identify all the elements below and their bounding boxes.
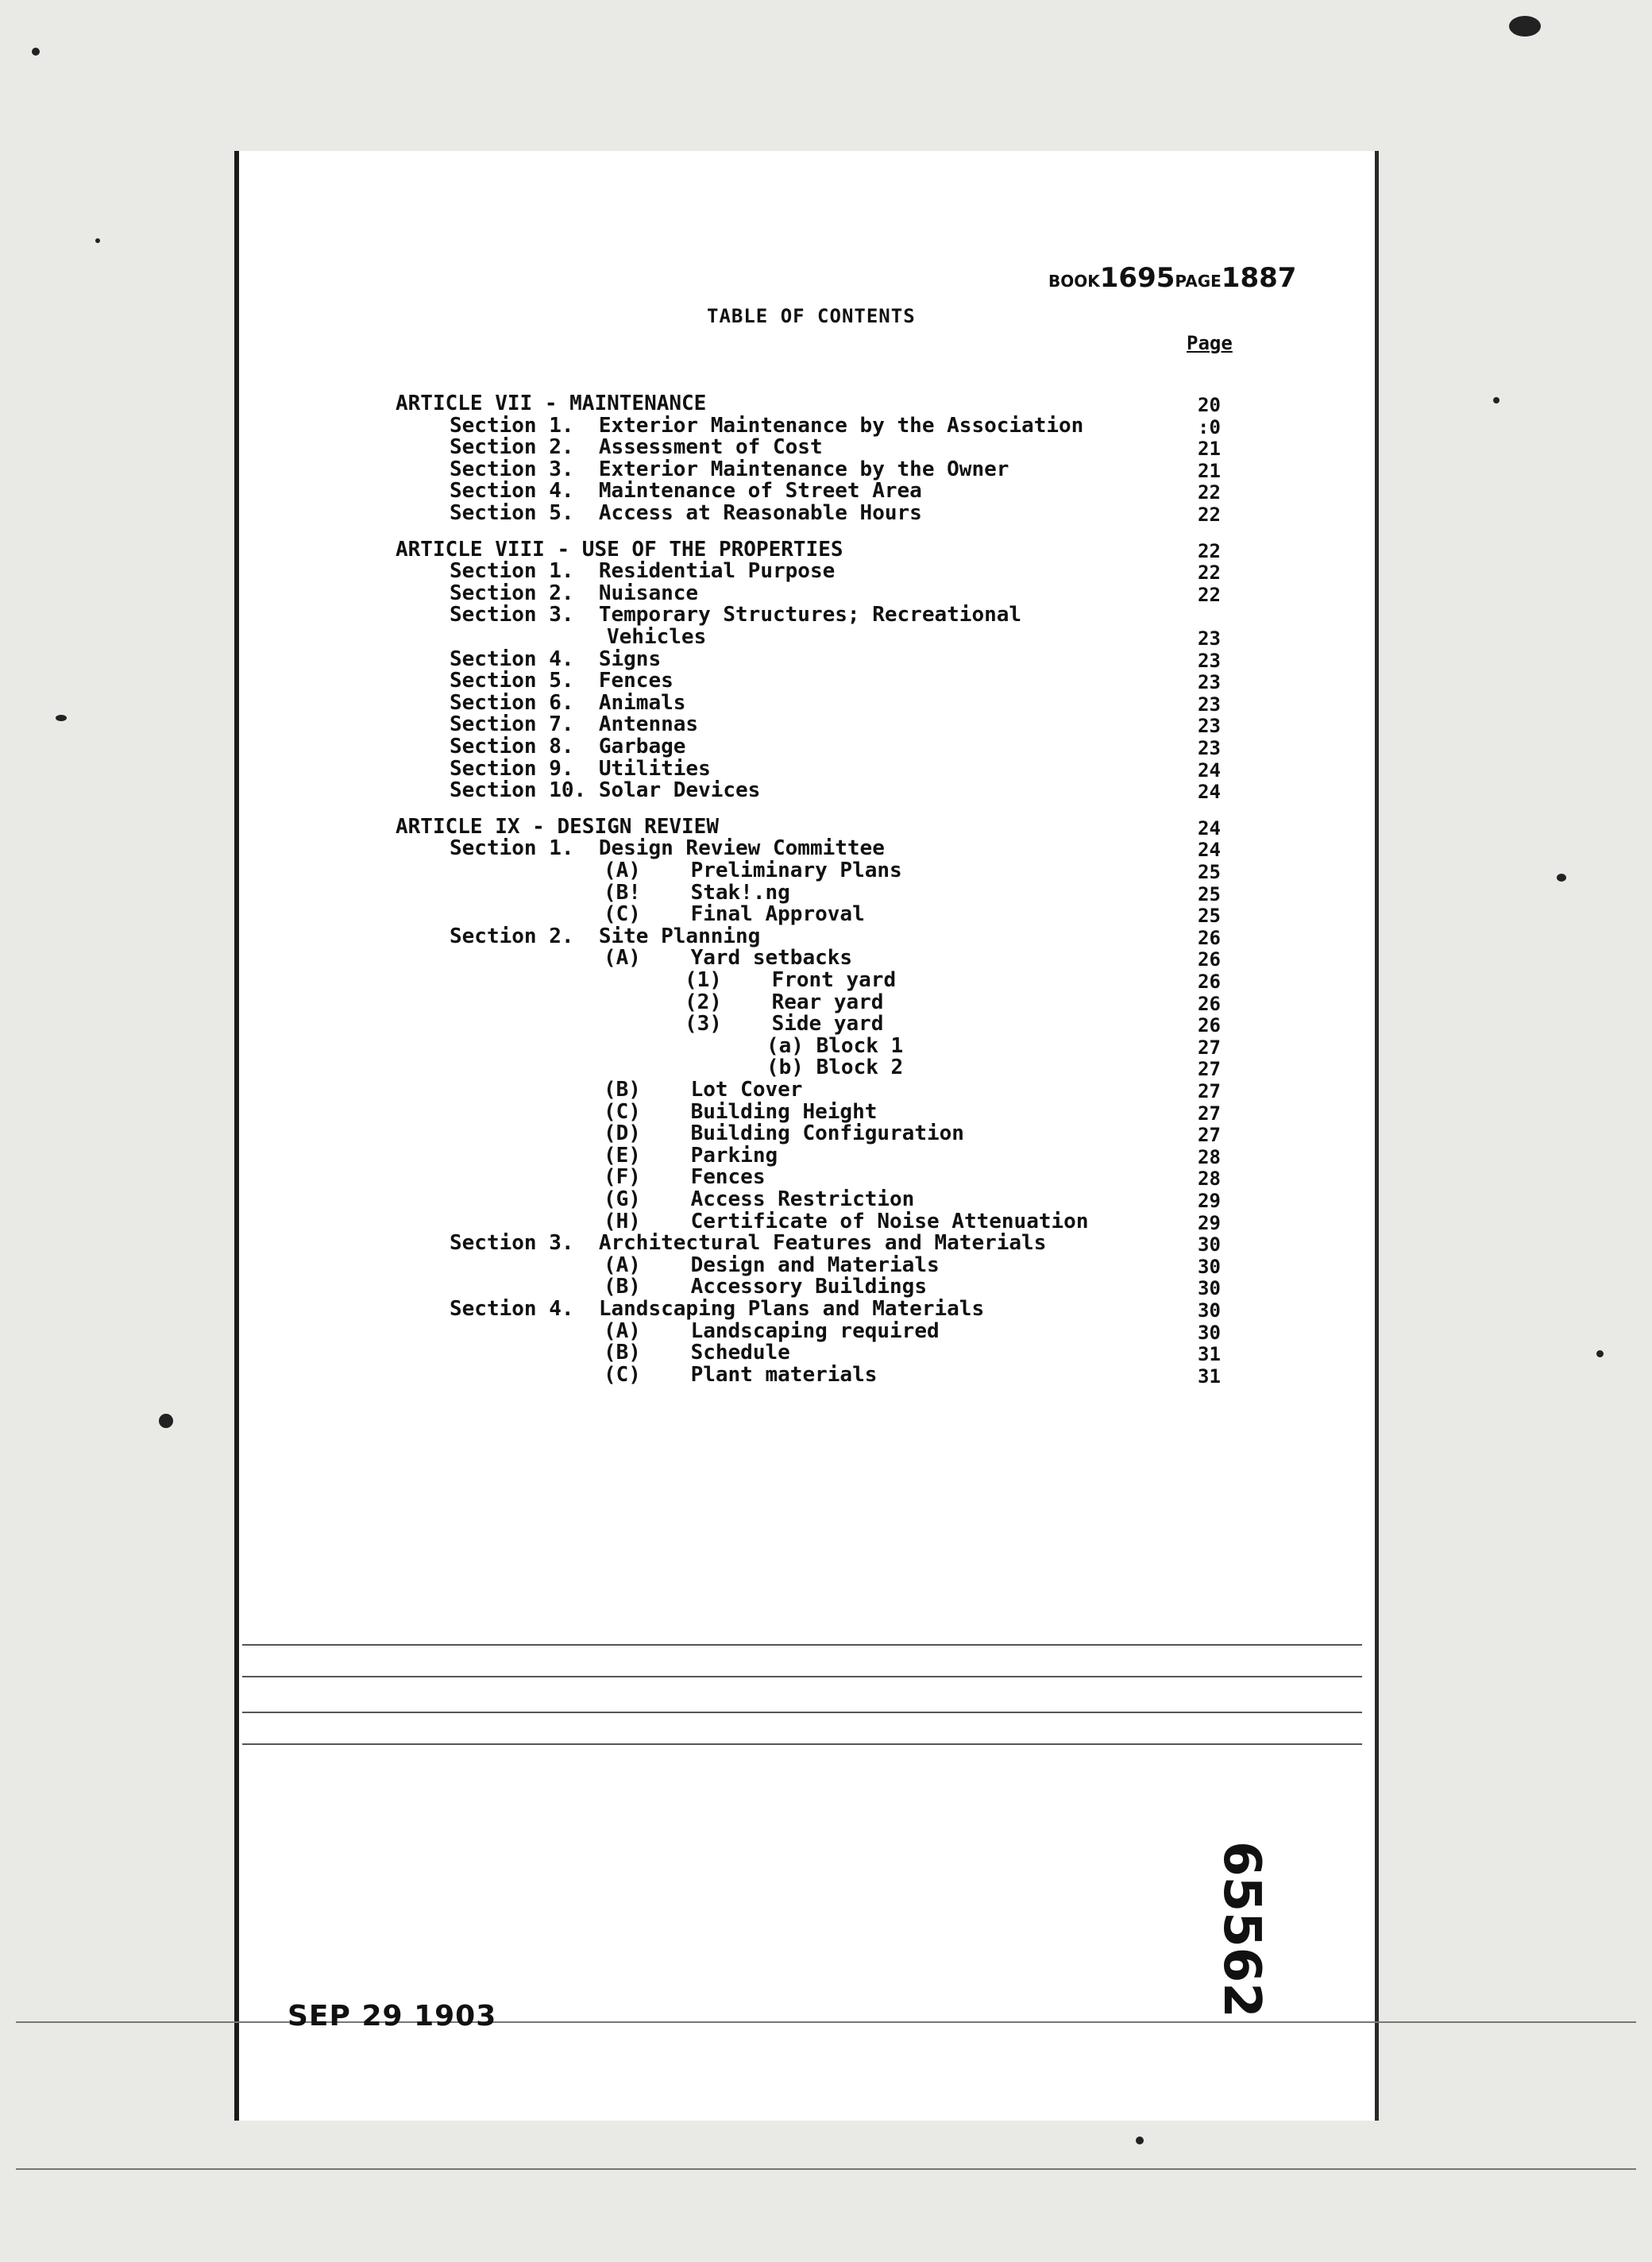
toc-entry: (C) Plant materials xyxy=(604,1362,878,1387)
toc-entry: Section 1. Design Review Committee xyxy=(450,836,885,861)
toc-entry: (D) Building Configuration xyxy=(604,1121,964,1146)
toc-page-number: 30 xyxy=(1198,1299,1221,1322)
scan-speck xyxy=(1509,16,1541,37)
toc-page-number: 23 xyxy=(1198,671,1221,694)
toc-entry: (F) Fences xyxy=(604,1165,766,1190)
toc-entry: Section 4. Maintenance of Street Area xyxy=(450,479,922,504)
divider xyxy=(242,1644,1362,1646)
toc-entry: (A) Design and Materials xyxy=(604,1253,940,1277)
toc-entry: (A) Landscaping required xyxy=(604,1318,940,1343)
toc-entry: Section 3. Architectural Features and Materials xyxy=(450,1231,1047,1256)
toc-entry: Section 10. Solar Devices xyxy=(450,778,761,803)
toc-page-number: 22 xyxy=(1198,583,1221,606)
toc-entry: (C) Building Height xyxy=(604,1099,878,1124)
toc-page-number: 21 xyxy=(1198,459,1221,482)
toc-page-number: 25 xyxy=(1198,861,1221,883)
toc-entry: Section 4. Landscaping Plans and Materials xyxy=(450,1297,985,1321)
toc-entry: ARTICLE VII - MAINTENANCE xyxy=(396,392,707,415)
book-page-reference xyxy=(1048,262,1296,294)
toc-entry: ARTICLE VIII - USE OF THE PROPERTIES xyxy=(396,537,843,562)
toc-page-number: 27 xyxy=(1198,1058,1221,1081)
scan-speck xyxy=(1136,2137,1144,2144)
toc-page-number: 30 xyxy=(1198,1255,1221,1278)
toc-entry: Section 5. Access at Reasonable Hours xyxy=(450,501,922,525)
book-number: 1695 xyxy=(1099,262,1175,294)
document-number-stamp: 65562 xyxy=(1212,1841,1271,2018)
toc-page-number: 24 xyxy=(1198,816,1221,840)
scan-speck xyxy=(1596,1350,1604,1357)
toc-entry: (B! Stak!.ng xyxy=(604,880,790,905)
date-stamp: SEP 29 1903 xyxy=(288,2000,497,2032)
book-label: BOOK xyxy=(1048,272,1100,291)
toc-page-number: 28 xyxy=(1198,1168,1221,1191)
toc-page-number: 30 xyxy=(1198,1277,1221,1300)
toc-entry: (1) Front yard xyxy=(685,968,897,992)
scan-speck xyxy=(1493,397,1500,403)
toc-entry: (H) Certificate of Noise Attenuation xyxy=(604,1209,1089,1233)
toc-entry: Section 9. Utilities xyxy=(450,756,711,781)
divider xyxy=(16,2168,1636,2170)
toc-entry: Section 2. Assessment of Cost xyxy=(450,435,823,460)
toc-page-number: 23 xyxy=(1198,737,1221,759)
toc-entry: (B) Accessory Buildings xyxy=(604,1275,927,1299)
toc-entry: Section 6. Animals xyxy=(450,690,686,715)
toc-page-number: 23 xyxy=(1198,693,1221,716)
toc-entry: Section 4. Signs xyxy=(450,647,662,671)
toc-page-number: :0 xyxy=(1198,415,1221,438)
toc-entry: (A) Yard setbacks xyxy=(604,946,853,971)
toc-page-number: 24 xyxy=(1198,759,1221,782)
toc-entry: Section 3. Exterior Maintenance by the Owner xyxy=(450,457,1009,481)
toc-page-number: 31 xyxy=(1198,1343,1221,1366)
toc-page-number: 25 xyxy=(1198,882,1221,905)
toc-page-number: 27 xyxy=(1198,1102,1221,1125)
scan-speck xyxy=(56,715,67,721)
toc-page-number: 27 xyxy=(1198,1124,1221,1147)
toc-page-number: 26 xyxy=(1198,971,1221,993)
toc-page-number: 23 xyxy=(1198,715,1221,738)
toc-entry: (b) Block 2 xyxy=(766,1056,904,1080)
toc-entry: (G) Access Restriction xyxy=(604,1187,915,1211)
toc-entry: ARTICLE IX - DESIGN REVIEW xyxy=(396,814,719,839)
toc-page-number: 24 xyxy=(1198,839,1221,862)
toc-page-number: 30 xyxy=(1198,1233,1221,1256)
toc-entry: Section 7. Antennas xyxy=(450,712,699,737)
scan-speck xyxy=(95,238,100,243)
scan-speck xyxy=(32,48,40,56)
toc-page-number: 20 xyxy=(1198,394,1221,416)
toc-page-number: 26 xyxy=(1198,948,1221,971)
divider xyxy=(242,1676,1362,1677)
toc-page-number: 25 xyxy=(1198,905,1221,928)
toc-entry: (B) Lot Cover xyxy=(604,1078,803,1102)
toc-entry: (a) Block 1 xyxy=(766,1033,904,1058)
toc-entry: Vehicles xyxy=(607,625,707,649)
toc-page-number: 24 xyxy=(1198,781,1221,804)
divider xyxy=(16,2021,1636,2023)
scan-speck xyxy=(1557,874,1566,882)
toc-page-number: 23 xyxy=(1198,649,1221,672)
toc-entry: Section 3. Temporary Structures; Recreational xyxy=(450,603,1022,627)
page-column-heading: Page xyxy=(1187,332,1233,354)
toc-page-number: 28 xyxy=(1198,1145,1221,1168)
toc-entry: (2) Rear yard xyxy=(685,990,884,1014)
toc-page-number: 21 xyxy=(1198,438,1221,461)
toc-page-number: 22 xyxy=(1198,562,1221,585)
toc-entry: Section 1. Residential Purpose xyxy=(450,559,836,584)
toc-page-number: 26 xyxy=(1198,1014,1221,1037)
toc-page-number: 23 xyxy=(1198,627,1221,650)
divider xyxy=(242,1743,1362,1745)
toc-entry: (E) Parking xyxy=(604,1143,778,1168)
toc-page-number: 27 xyxy=(1198,1080,1221,1102)
toc-entry: Section 5. Fences xyxy=(450,669,674,693)
toc-entry: (B) Schedule xyxy=(604,1341,790,1365)
toc-entry: Section 2. Nuisance xyxy=(450,581,699,605)
toc-page-number: 27 xyxy=(1198,1036,1221,1059)
toc-page-number: 29 xyxy=(1198,1190,1221,1212)
toc-page-number: 22 xyxy=(1198,481,1221,504)
toc-page-number: 22 xyxy=(1198,539,1221,562)
toc-page-number: 31 xyxy=(1198,1365,1221,1388)
toc-page-number: 26 xyxy=(1198,926,1221,949)
toc-entry: Section 2. Site Planning xyxy=(450,924,761,948)
toc-page-number: 30 xyxy=(1198,1321,1221,1344)
toc-entry: Section 1. Exterior Maintenance by the Association xyxy=(450,413,1084,438)
page-title: TABLE OF CONTENTS xyxy=(707,305,916,327)
toc-page-number: 29 xyxy=(1198,1211,1221,1234)
toc-entry: (C) Final Approval xyxy=(604,902,865,927)
toc-page-number: 26 xyxy=(1198,992,1221,1015)
divider xyxy=(242,1712,1362,1713)
scan-speck xyxy=(159,1414,173,1428)
toc-entry: (3) Side yard xyxy=(685,1012,884,1036)
page-label: PAGE xyxy=(1175,272,1222,291)
toc-entry: (A) Preliminary Plans xyxy=(604,859,902,882)
toc-entry: Section 8. Garbage xyxy=(450,735,686,759)
page-number: 1887 xyxy=(1221,262,1297,294)
toc-page-number: 22 xyxy=(1198,504,1221,526)
